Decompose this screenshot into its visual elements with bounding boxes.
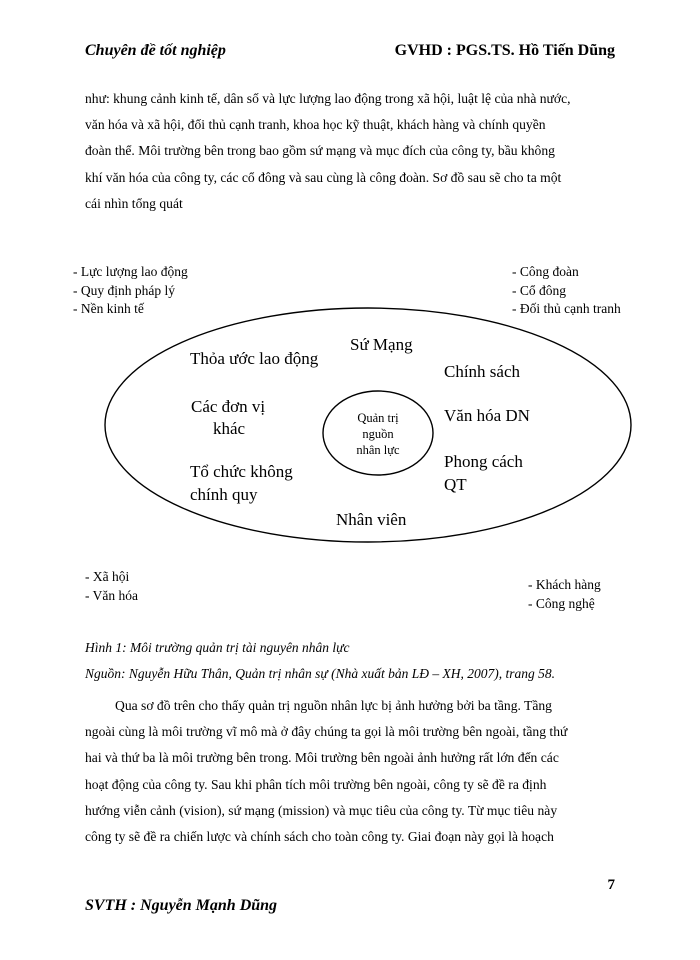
- label-chinh-quy: chính quy: [190, 485, 258, 504]
- center-line: nguồn: [362, 427, 394, 441]
- text-line: hoạt động của công ty. Sau khi phân tích môi trường bên ngoài, công ty sẽ đề ra định: [85, 776, 547, 792]
- factor-item: - Cổ đông: [512, 282, 566, 298]
- label-to-chuc-khong: Tổ chức không: [190, 462, 293, 481]
- factor-item: - Xã hội: [85, 569, 130, 584]
- factor-item: - Đối thủ cạnh tranh: [512, 301, 621, 316]
- center-line: nhân lực: [356, 443, 400, 457]
- text-line: ngoài cùng là môi trường vĩ mô mà ở đây chúng ta gọi là môi trường bên ngoài, tầng thứ: [85, 724, 568, 740]
- factor-item: - Văn hóa: [85, 587, 138, 603]
- factor-item: - Công đoàn: [512, 264, 579, 279]
- text-line: văn hóa và xã hội, đối thủ cạnh tranh, khoa học kỹ thuật, khách hàng và chính quyền: [85, 117, 546, 133]
- factor-item: - Lực lượng lao động: [73, 264, 188, 279]
- text-line: Qua sơ đồ trên cho thấy quản trị nguồn nhân lực bị ảnh hưởng bởi ba tầng. Tầng: [115, 698, 552, 713]
- label-van-hoa-dn: Văn hóa DN: [444, 406, 530, 425]
- factor-item: - Nền kinh tế: [73, 301, 144, 316]
- label-cac-don-vi: Các đơn vị: [191, 397, 266, 416]
- figure-source: Nguồn: Nguyễn Hữu Thân, Quản trị nhân sự (Nhà xuất bản LĐ – XH, 2007), trang 58.: [85, 666, 555, 681]
- factor-item: - Khách hàng: [528, 577, 601, 592]
- external-factors-bottom-left: [85, 568, 138, 605]
- text-line: cái nhìn tổng quát: [85, 195, 183, 211]
- text-line: như: khung cảnh kinh tế, dân số và lực lượng lao động trong xã hội, luật lệ của nhà nước,: [85, 91, 571, 106]
- figure-caption: Hình 1: Môi trường quản trị tài nguyên nhân lực: [85, 640, 350, 655]
- label-phong-cach: Phong cách: [444, 452, 523, 471]
- center-line: Quản trị: [357, 411, 399, 425]
- analysis-paragraph: [85, 693, 617, 850]
- factor-item: - Quy định pháp lý: [73, 282, 175, 298]
- text-line: khí văn hóa của công ty, các cổ đông và sau cùng là công đoàn. Sơ đồ sau sẽ cho ta một: [85, 169, 562, 185]
- text-line: hướng viễn cảnh (vision), sứ mạng (mission) và mục tiêu của công ty. Từ mục tiêu này: [85, 802, 558, 818]
- factor-item: - Công nghệ: [528, 595, 595, 611]
- text-line: công ty sẽ đề ra chiến lược và chính sách cho toàn công ty. Giai đoạn này gọi là hoạch: [85, 829, 554, 845]
- label-khac: khác: [213, 419, 246, 438]
- label-nhan-vien: Nhân viên: [336, 510, 407, 529]
- header-title: Chuyên đề tốt nghiệp: [85, 42, 226, 59]
- external-factors-bottom-right: [528, 576, 601, 613]
- text-line: đoàn thể. Môi trường bên trong bao gồm sứ mạng và mục đích của công ty, bầu không: [85, 143, 555, 159]
- text-line: hai và thứ ba là môi trường bên trong. Môi trường bên ngoài ảnh hưởng rất lớn đến các: [85, 750, 559, 766]
- header-supervisor: GVHD : PGS.TS. Hồ Tiến Dũng: [394, 42, 615, 59]
- label-chinh-sach: Chính sách: [444, 362, 521, 381]
- label-thoa-uoc-lao-dong: Thỏa ước lao động: [190, 349, 319, 368]
- label-su-mang: Sứ Mạng: [350, 335, 413, 354]
- page-number: 7: [607, 877, 615, 893]
- footer-author: SVTH : Nguyễn Mạnh Dũng: [85, 897, 278, 914]
- label-qt: QT: [444, 475, 467, 494]
- center-label: [333, 410, 423, 458]
